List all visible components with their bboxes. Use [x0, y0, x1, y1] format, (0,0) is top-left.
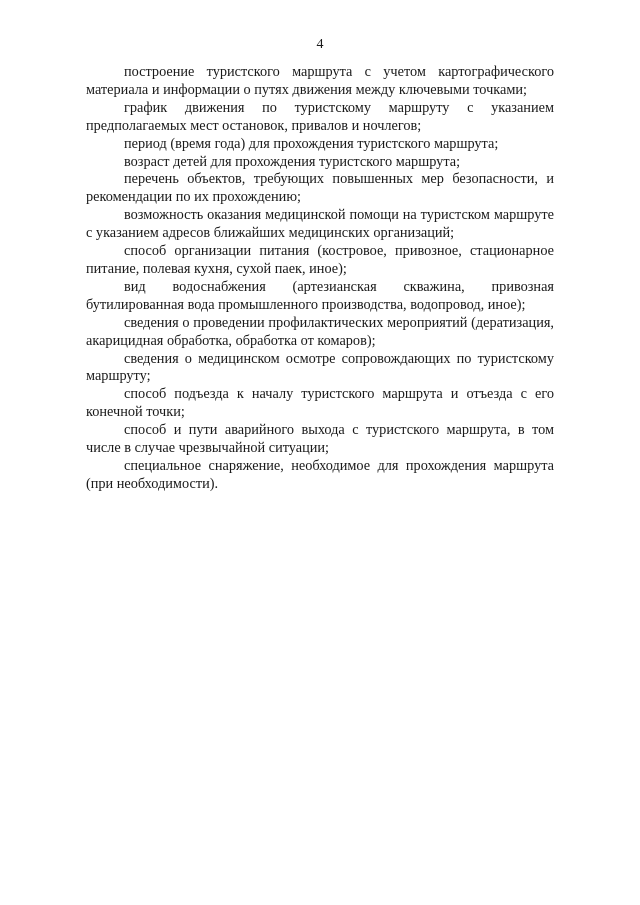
list-item: сведения о проведении профилактических мероприятий (дератизация, акарицидная обработка, обработка от комаров); [86, 314, 554, 349]
list-item: период (время года) для прохождения туристского маршрута; [124, 135, 499, 152]
list-item: возможность оказания медицинской помощи на туристском маршруте с указанием адресов ближайших медицинских организаций; [86, 207, 554, 242]
list-item: способ организации питания (костровое, привозное, стационарное питание, полевая кухня, сухой паек, иное); [86, 243, 554, 277]
list-item: график движения по туристскому маршруту с указанием предполагаемых мест остановок, привалов и ночлегов; [86, 99, 554, 134]
list-item: перечень объектов, требующих повышенных мер безопасности, и рекомендации по их прохождению; [86, 171, 554, 206]
list-item: специальное снаряжение, необходимое для прохождения маршрута (при необходимости). [86, 457, 554, 492]
list-item: возраст детей для прохождения туристского маршрута; [124, 153, 461, 170]
list-item: способ подъезда к началу туристского маршрута и отъезда с его конечной точки; [86, 386, 554, 421]
document-body [86, 64, 554, 494]
list-item: построение туристского маршрута с учетом картографического материала и информации о путях движения между ключевыми точками; [86, 64, 554, 98]
page-number: 4 [316, 37, 324, 52]
list-item: вид водоснабжения (артезианская скважина, привозная бутилированная вода промышленного производства, водопровод, иное); [86, 278, 554, 313]
list-item: сведения о медицинском осмотре сопровождающих по туристскому маршруту; [86, 350, 554, 385]
list-item: способ и пути аварийного выхода с туристского маршрута, в том числе в случае чрезвычайной ситуации; [86, 422, 554, 457]
